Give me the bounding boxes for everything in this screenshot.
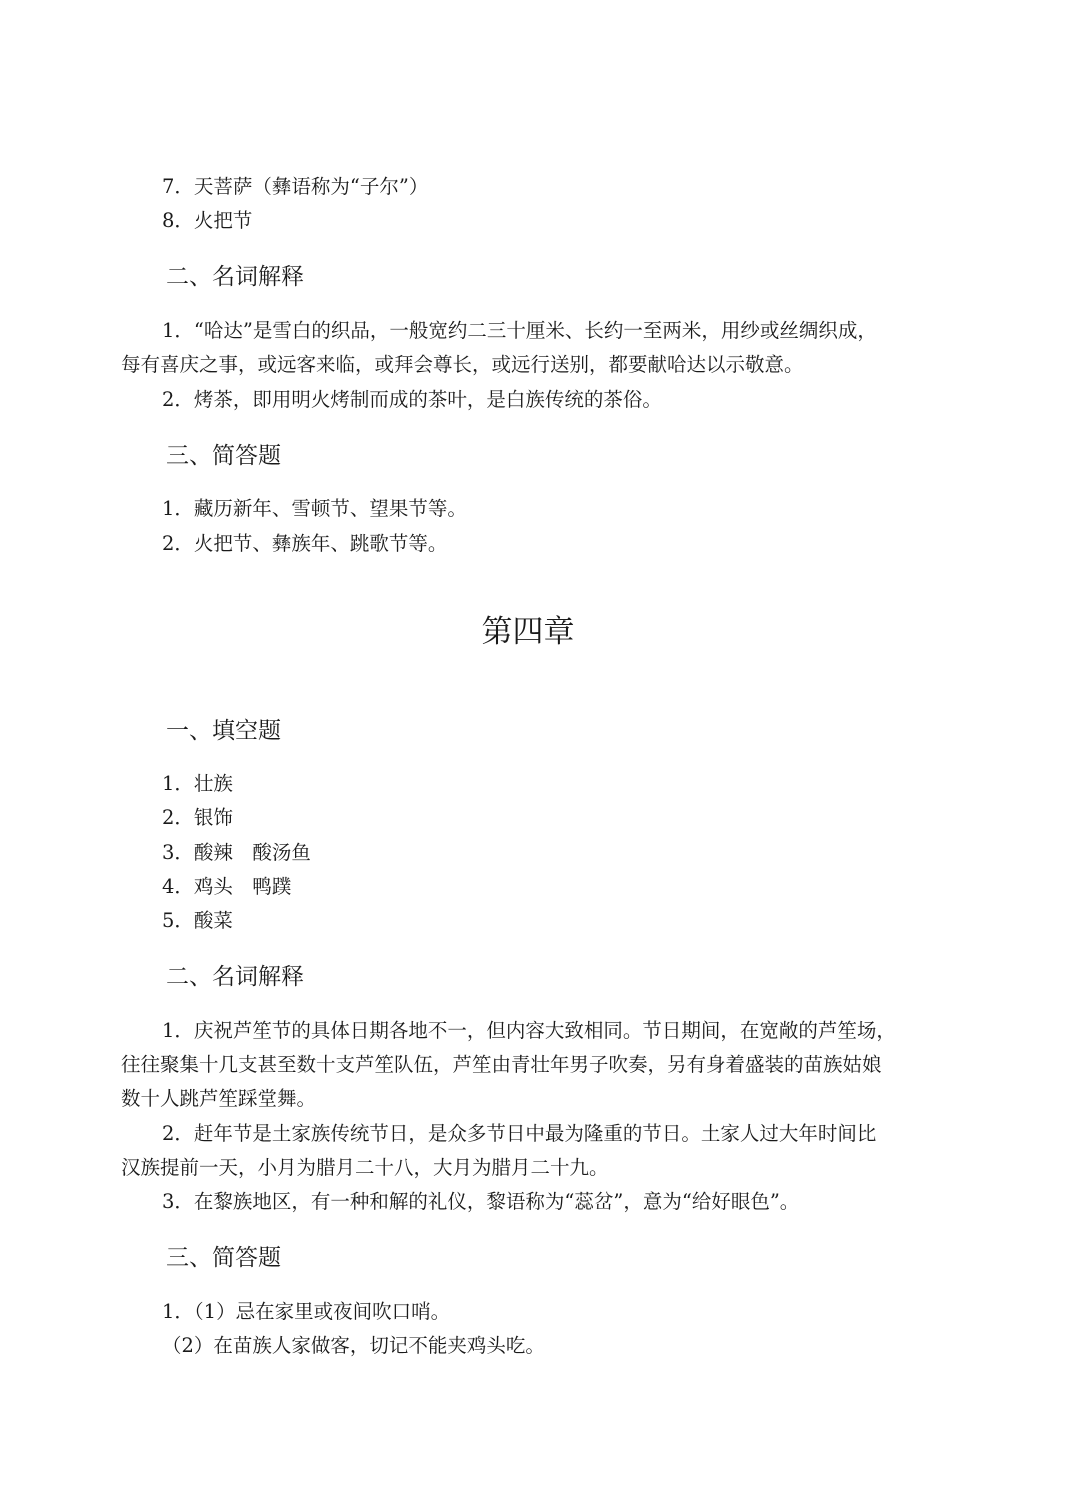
paragraph-line: 2．烤茶，即用明火烤制而成的茶叶，是白族传统的茶俗。	[162, 388, 662, 411]
chapter-title: 第四章	[481, 614, 575, 650]
section-heading: 三、简答题	[166, 1245, 281, 1271]
paragraph-line: 往往聚集十几支甚至数十支芦笙队伍，芦笙由青壮年男子吹奏，另有身着盛装的苗族姑娘	[121, 1053, 882, 1076]
list-item: 7．天菩萨（彝语称为“子尔”）	[162, 175, 429, 198]
paragraph-line: 1．庆祝芦笙节的具体日期各地不一，但内容大致相同。节日期间，在宽敞的芦笙场，	[162, 1019, 896, 1042]
paragraph-line: 数十人跳芦笙踩堂舞。	[121, 1087, 317, 1110]
section-heading: 三、简答题	[166, 443, 281, 469]
paragraph-line: 1．“哈达”是雪白的织品，一般宽约二三十厘米、长约一至两米，用纱或丝绸织成，	[162, 319, 877, 342]
section-heading: 一、填空题	[166, 718, 281, 744]
list-item: 3．酸辣 酸汤鱼	[162, 841, 311, 864]
paragraph-line: 3．在黎族地区，有一种和解的礼仪，黎语称为“蕊岔”，意为“给好眼色”。	[162, 1190, 800, 1213]
list-item: 8．火把节	[162, 209, 253, 232]
list-item: 1．壮族	[162, 772, 233, 795]
list-item: 1．藏历新年、雪顿节、望果节等。	[162, 497, 467, 520]
paragraph-line: 汉族提前一天，小月为腊月二十八，大月为腊月二十九。	[121, 1156, 609, 1179]
list-item: 2．银饰	[162, 806, 233, 829]
section-heading: 二、名词解释	[166, 264, 304, 290]
list-item: 2．火把节、彝族年、跳歌节等。	[162, 532, 448, 555]
section-heading: 二、名词解释	[166, 964, 304, 990]
paragraph-line: 2．赶年节是土家族传统节日，是众多节日中最为隆重的节日。土家人过大年时间比	[162, 1122, 877, 1145]
list-item: （2）在苗族人家做客，切记不能夹鸡头吃。	[162, 1334, 545, 1357]
list-item: 5．酸菜	[162, 909, 233, 932]
list-item: 4．鸡头 鸭蹼	[162, 875, 292, 898]
list-item: 1．（1）忌在家里或夜间吹口哨。	[162, 1300, 451, 1323]
paragraph-line: 每有喜庆之事，或远客来临，或拜会尊长，或远行送别，都要献哈达以示敬意。	[121, 353, 804, 376]
